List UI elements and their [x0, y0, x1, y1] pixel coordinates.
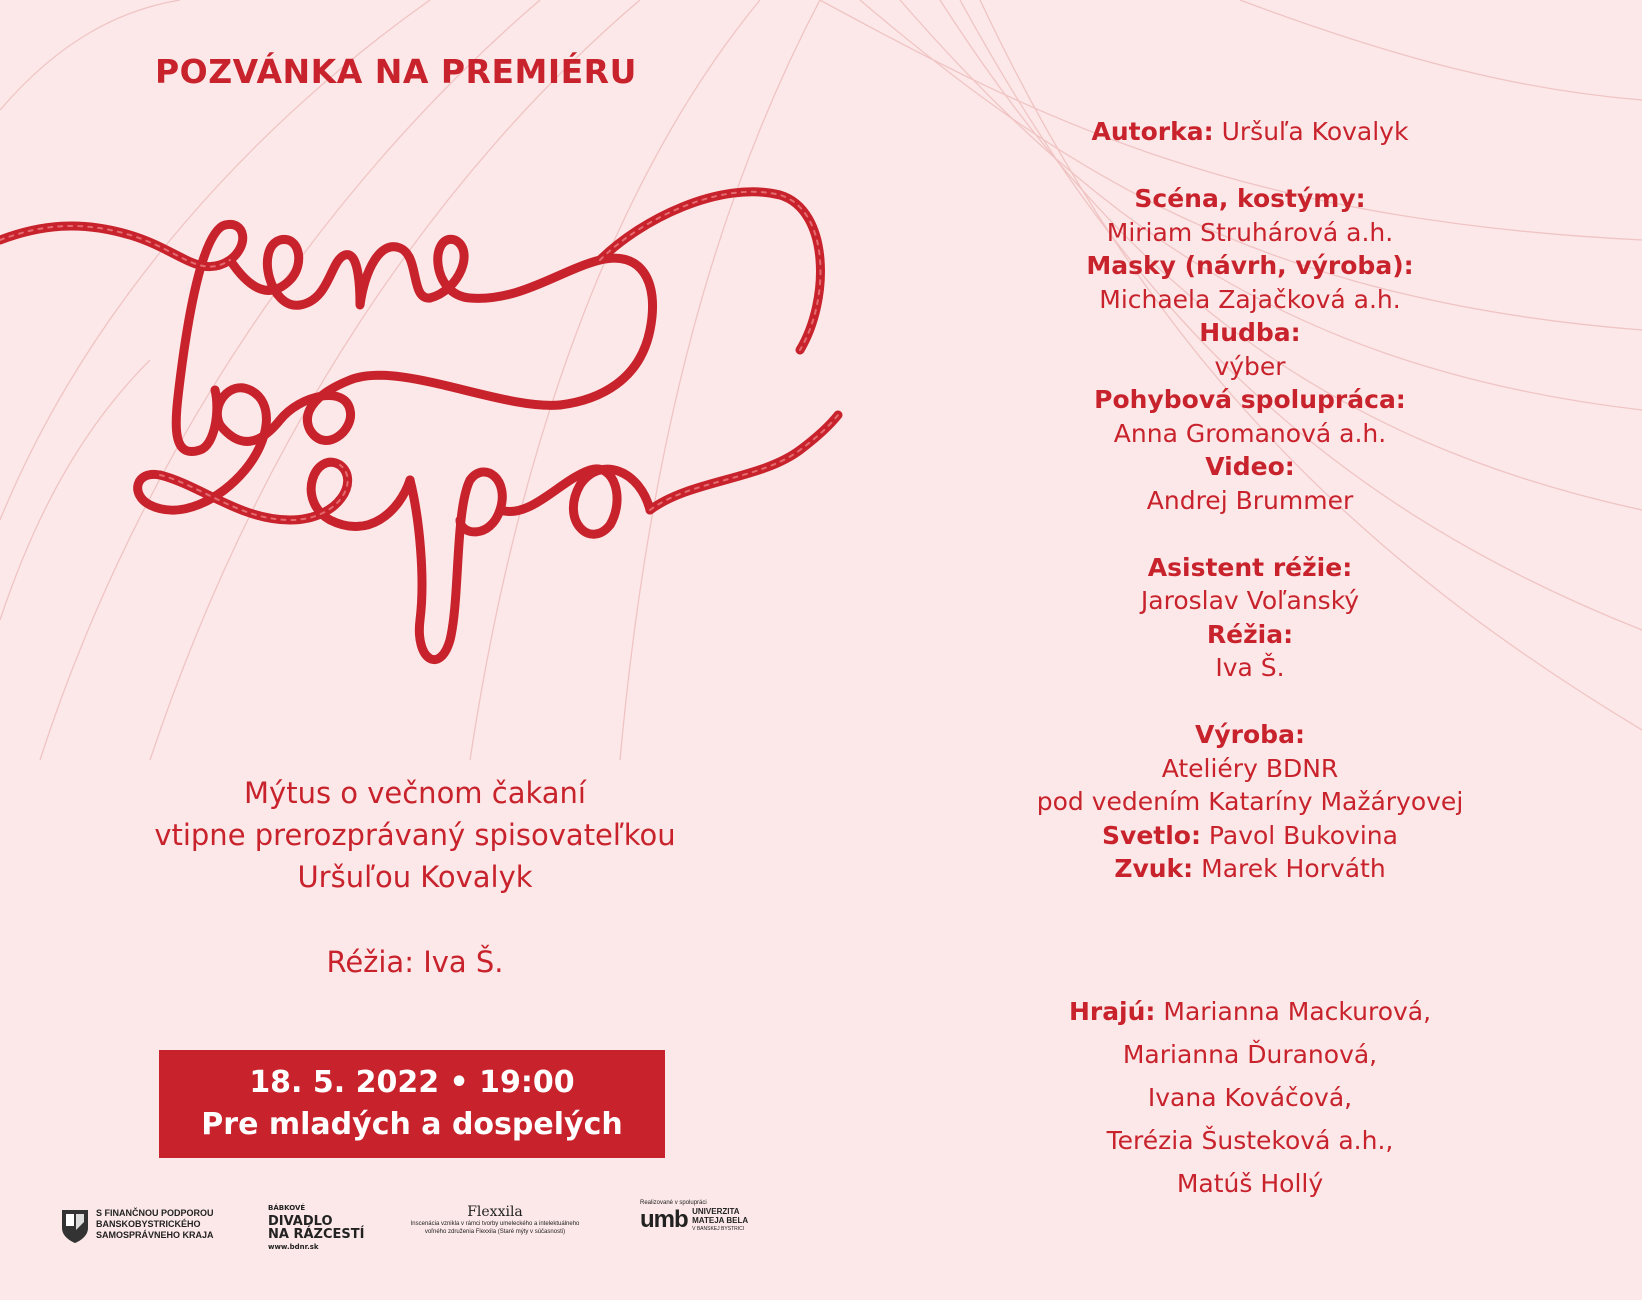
credit-assistant-value: Jaroslav Voľanský [1140, 586, 1360, 615]
cast-line-5: Matúš Hollý [1176, 1169, 1324, 1198]
subtitle-line-1: Mýtus o večnom čakaní [244, 776, 586, 810]
credit-director-value: Iva Š. [1215, 653, 1285, 682]
coat-of-arms-icon [60, 1208, 90, 1244]
credit-author: Autorka: Uršuľa Kovalyk [1091, 117, 1409, 146]
cast-list [1000, 990, 1500, 1205]
cast-line-4: Terézia Šusteková a.h., [1106, 1126, 1394, 1155]
audience-label: Pre mladých a dospelých [201, 1107, 623, 1142]
bbsk-logo: S FINANČNOU PODPOROU BANSKOBYSTRICKÉHO SAMOSPRÁVNEHO KRAJA [96, 1208, 214, 1240]
credit-scene-value: Miriam Struhárová a.h. [1106, 217, 1394, 247]
credit-video-label: Video: [1205, 452, 1295, 481]
cast-line-3: Ivana Kováčová, [1147, 1083, 1353, 1112]
flexxila-logo: Flexxila Inscenácia vznikla v rámci tvorby umeleckého a intelektuálneho voľného združenia Flexxila (Staré mýty v súčasnosti) [410, 1204, 580, 1235]
cast-line-2: Marianna Ďuranová, [1122, 1040, 1378, 1069]
credit-production-label: Výroba: [1195, 720, 1305, 749]
credit-masks-label: Masky (návrh, výroba): [1086, 251, 1414, 280]
credit-masks-value: Michaela Zajačková a.h. [1099, 284, 1401, 314]
subtitle-block [70, 772, 760, 898]
date-time: 18. 5. 2022 • 19:00 [249, 1065, 575, 1100]
sponsor-logos [60, 1200, 780, 1260]
credit-assistant-label: Asistent réžie: [1147, 552, 1353, 582]
credit-movement-value: Anna Gromanová a.h. [1113, 418, 1387, 448]
credit-scene-label: Scéna, kostýmy: [1134, 184, 1366, 213]
credit-production-value-1: Ateliéry BDNR [1161, 753, 1339, 783]
credit-movement-label: Pohybová spolupráca: [1094, 385, 1406, 414]
umb-mark: umb [640, 1206, 688, 1233]
direction-line: Réžia: Iva Š. [326, 945, 504, 979]
invite-heading: POZVÁNKA NA PREMIÉRU [155, 52, 637, 91]
umb-logo: Realizované v spolupráci umb UNIVERZITA MATEJA BELA V BANSKEJ BYSTRICI [640, 1200, 749, 1233]
credit-director-label: Réžia: [1206, 619, 1294, 649]
credit-production-value-2: pod vedením Kataríny Mažáryovej [1036, 787, 1464, 816]
credit-music-value: výber [1214, 351, 1286, 381]
rope-title-art [0, 180, 900, 740]
cast-line-1: Hrajú: Marianna Mackurová, [1068, 997, 1432, 1026]
credit-sound: Zvuk: Marek Horváth [1114, 854, 1386, 883]
subtitle-line-3: Uršuľou Kovalyk [297, 860, 533, 894]
credits-list [1000, 115, 1500, 886]
date-banner [159, 1050, 665, 1158]
credit-light: Svetlo: Pavol Bukovina [1102, 820, 1398, 850]
subtitle-line-2: vtipne prerozprávaný spisovateľkou [154, 818, 676, 852]
credit-video-value: Andrej Brummer [1146, 485, 1354, 515]
credit-music-label: Hudba: [1199, 318, 1301, 347]
bdnr-logo: BÁBKOVÉ DIVADLO NA RÁZCESTÍ www.bdnr.sk [268, 1204, 365, 1251]
